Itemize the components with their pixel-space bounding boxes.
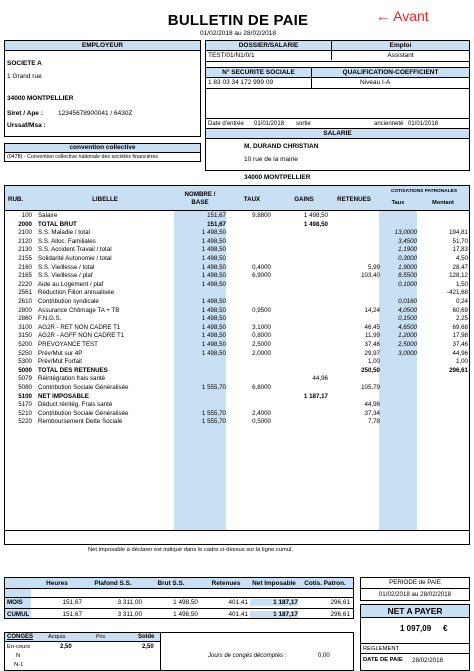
cell-base: 1 555,70 [201,384,226,391]
cell-libelle: Solidarité Autonomie / total [38,255,112,262]
cell-retenues: 37,34 [364,409,380,417]
cell-libelle: Déduct réintég. Frais santé [38,401,113,409]
table-row [4,358,470,367]
conges-decomptes-value: 0,00 [318,653,330,659]
cell-retenues: 1,00 [367,358,380,366]
cell-base: 1 498,50 [201,298,226,305]
cell-retenues: 250,50 [361,366,380,374]
cell-taux: 0,4000 [252,263,271,271]
table-row [4,341,470,350]
table-row [4,350,470,359]
table-row [4,229,470,238]
employeur-address: 1 Grand rue [7,73,42,80]
table-row [4,246,470,255]
net-value: 1 097,09 [400,624,432,633]
cell-patronal-taux: 0,1000 [398,280,417,288]
cell-patronal-taux: 0,1500 [398,315,417,323]
col-cotisations: COTISATIONS PATRONALES [390,189,458,194]
cell-retenues: 7,78 [367,418,380,426]
mois-value: 401,41 [228,599,248,606]
cell-libelle: AG2R - RET NON CADRE T1 [38,323,121,331]
cell-base: 151,67 [207,212,226,219]
cell-patronal-taux: 4,6500 [398,323,417,331]
cell-rub: 2220 [18,280,32,288]
cell-base: 1 498,50 [201,332,226,340]
cell-retenues: 14,24 [364,306,380,314]
conges-encours-acquis: 2,50 [60,644,72,650]
emploi-value: Assistant [387,52,414,59]
table-row [4,418,470,427]
cell-rub: 3100 [18,323,32,331]
anciennete-label: ancienneté [374,121,404,127]
cell-patronal-taux: 4,0500 [398,306,417,314]
mois-value: 1 187,17 [250,599,298,606]
cell-rub: 2000 [18,220,32,228]
conges-encours-solde: 2,50 [142,644,154,650]
entree-label: Date d'entrée [208,121,244,127]
cell-retenues: 46,45 [364,323,380,331]
table-row [4,315,470,324]
secu-value: 1 83 03 34 172 999 09 [208,79,274,86]
date-paie-value: 28/02/2018 [412,657,443,664]
dossier-value: TEST/01/N1/0/1 [208,52,255,59]
cell-patronal-montant: 17,98 [452,332,468,340]
table-row [4,393,470,402]
period-range: 01/02/2018 au 28/02/2018 [200,30,276,37]
cumuls-col-header: Retenues [211,580,241,587]
emploi-header: Emploi [332,41,469,50]
conges-n-label: N [16,653,21,659]
reglement-label: REGLEMENT [363,646,400,652]
cell-libelle: Aide au Logement / plaf [38,280,104,288]
salarie-address: 10 rue de la mairie [244,156,298,163]
cell-patronal-montant: 17,83 [452,246,468,254]
cell-base: 1 498,50 [201,255,226,262]
cell-libelle: AG2R - AGFF NON CADRE T1 [38,332,125,340]
cell-rub: 2800 [18,306,32,314]
cell-retenues: 29,97 [364,349,380,357]
cell-patronal-taux: 13,0000 [394,229,417,237]
table-row [4,401,470,410]
avant-link[interactable] [376,8,429,24]
cell-patronal-montant: 1,00 [455,358,468,366]
table-row [4,264,470,273]
mois-value: 151,67 [62,599,82,606]
salarie-name: M. DURAND CHRISTIAN [244,143,319,150]
arrow-left-icon: ← [376,8,390,24]
cell-base: 1 498,50 [201,315,226,323]
cell-patronal-taux: 0,0160 [398,298,417,305]
cell-base: 1 498,50 [201,237,226,245]
cell-libelle: Prév/Mut sur 4P [38,349,83,357]
salarie-header: SALARIE [206,129,469,138]
table-row [4,384,470,393]
cell-rub: 3150 [18,332,32,340]
conges-header: CONGES [7,634,34,640]
col-rub: RUB. [8,196,24,203]
periode-header: PERIODE de PAIE [389,579,441,586]
table-row [4,238,470,247]
cumul-value: 1 187,17 [250,611,298,618]
cell-rub: 5170 [18,401,32,409]
cell-rub: 5079 [18,375,32,383]
cell-taux: 0,8000 [252,332,271,340]
table-row [4,212,470,221]
cell-rub: 2860 [18,315,32,323]
cell-rub: 5000 [18,366,32,374]
cell-rub: 2610 [18,298,32,305]
cell-libelle: Contribution Sociale Généralisée [38,384,129,391]
cell-base: 151,67 [207,220,226,228]
cell-rub: 2160 [18,263,32,271]
cell-libelle: TOTAL DES RETENUES [38,366,108,374]
qualif-value: Niveau I-A [360,79,391,86]
col-taux: TAUX [243,196,261,203]
cumul-value: 151,67 [62,611,82,618]
cell-base: 1 555,70 [201,418,226,426]
convention-header: convention collective [5,144,200,152]
cell-rub: 5210 [18,409,32,417]
cell-libelle: S.S. Vieillesse / plaf [38,272,93,280]
cell-rub: 100 [21,212,32,219]
cell-libelle: Remboursement Dette Sociale [38,418,123,426]
employeur-name: SOCIETE A [7,60,42,67]
cell-gains: 1 187,17 [303,392,328,400]
convention-text: (0478) - Convention collective nationale des sociétés financières [7,154,159,160]
cell-patronal-montant: 296,61 [449,366,468,374]
cell-rub: 5080 [18,384,32,391]
cell-taux: 6,9000 [252,272,271,280]
cell-taux: 2,4000 [252,409,271,417]
mois-value: 3 311,00 [117,599,142,606]
cell-rub: 5100 [18,392,32,400]
cell-libelle: Contribution Sociale Généralisée [38,409,129,417]
employeur-city: 34000 MONTPELLIER [7,95,74,102]
cell-patronal-montant: 0,24 [455,298,468,305]
col-gains: GAINS [294,196,314,203]
conges-decomptes-label: Jours de congés décomptés : [208,653,287,659]
cell-patronal-taux: 0,3000 [398,255,417,262]
cell-taux: 2,5000 [252,341,271,348]
cumuls-col-header: Cotis. Patron. [304,580,346,587]
cell-patronal-taux: 1,2000 [398,332,417,340]
cell-libelle: Contribution syndicale [38,298,99,305]
cell-patronal-taux: 1,9000 [398,263,417,271]
table-row [4,332,470,341]
col-base: BASE [191,199,209,206]
cumuls-col-header: Net Imposable [252,580,296,587]
mois-value: 296,61 [330,599,350,606]
urssaf-label: Urssaf/Msa : [7,122,46,129]
cell-patronal-montant: 69,68 [452,323,468,331]
sortie-label: sortie [296,121,311,127]
cell-base: 1 498,50 [201,272,226,280]
table-row [4,255,470,264]
cell-patronal-taux: 3,4500 [398,237,417,245]
col-cotis-montant: Montant [432,200,454,206]
cell-taux: 6,8000 [252,384,271,391]
cell-patronal-taux: 3,0000 [398,349,417,357]
cell-rub: 2165 [18,272,32,280]
cell-libelle: Assurance Chômage TA + TB [38,306,120,314]
net-header: NET A PAYER [361,605,469,617]
cumul-value: 3 311,00 [117,611,142,618]
cell-rub: 5200 [18,341,32,348]
cell-patronal-montant: 44,96 [452,349,468,357]
table-row [4,410,470,419]
table-row [4,289,470,298]
cell-libelle: S.S. Vieillesse / total [38,263,95,271]
col-nombre: NOMBRE / [184,191,216,198]
employeur-header: EMPLOYEUR [5,41,200,50]
periode-value: 01/02/2018 au 28/02/2018 [378,591,452,598]
cell-libelle: PREVOYANCE TEST [38,341,98,348]
salarie-city: 34000 MONTPELLIER [244,174,311,181]
cell-libelle: S.S. Alloc. Familiales [38,237,96,245]
cell-patronal-montant: 1,50 [455,280,468,288]
net-currency: € [443,624,448,633]
cell-gains: 44,96 [312,375,328,383]
cumuls-col-header: Plafond S.S. [94,580,132,587]
cell-base: 1 498,50 [201,341,226,348]
cell-gains: 1 498,50 [303,212,328,219]
col-libelle: LIBELLE [92,196,118,203]
cell-retenues: 37,46 [364,341,380,348]
cell-rub: 2120 [18,237,32,245]
cell-retenues: 5,99 [367,263,380,271]
cell-libelle: TOTAL BRUT [38,220,77,228]
cell-base: 1 498,50 [201,323,226,331]
cell-patronal-montant: 37,46 [452,341,468,348]
cell-rub: 5220 [18,418,32,426]
mois-label: MOIS [7,599,23,606]
cell-rub: 2100 [18,229,32,237]
table-row [4,367,470,376]
cell-patronal-montant: 60,69 [452,306,468,314]
siret-label: Siret / Ape : [7,110,43,117]
cell-libelle: S.S. Accident Travail / total [38,246,112,254]
cell-taux: 3,1000 [252,323,271,331]
cell-rub: 2561 [18,289,32,297]
salarie-info-box [205,40,470,171]
cell-base: 1 498,50 [201,306,226,314]
conges-solde: Solde [138,634,155,640]
col-cotis-taux: Taux [391,200,405,206]
cell-gains: 1 498,50 [303,220,328,228]
cumul-value: 296,61 [330,611,350,618]
cell-base: 1 498,50 [201,280,226,288]
cell-libelle: Réduction Fillon annualisée [38,289,115,297]
cell-rub: 2130 [18,246,32,254]
cell-base: 1 498,50 [201,246,226,254]
cumul-value: 1 498,50 [173,611,198,618]
cell-libelle: F.N.G.S. [38,315,62,323]
cell-retenues: 103,40 [361,272,380,280]
cell-patronal-montant: 51,70 [452,237,468,245]
cell-retenues: 105,79 [361,384,380,391]
conges-acquis: Acquis [48,634,66,640]
table-row [4,307,470,316]
table-row [4,324,470,333]
cell-patronal-montant: 128,12 [449,272,468,280]
dossier-header: DOSSIER/SALARIE [206,41,331,50]
cell-patronal-taux: 8,5500 [398,272,417,280]
cell-retenues: 11,99 [364,332,380,340]
qualif-header: QUALIFICATION-COEFFICIENT [312,68,469,77]
cell-patronal-montant: 2,25 [455,315,468,323]
cumuls-col-header: Heures [46,580,68,587]
table-row [4,272,470,281]
cell-taux: 0,5000 [252,418,271,426]
anciennete-value: 01/01/2018 [408,121,439,127]
footer-note: Net imposable à déclarer est indiqué dans le cadre ci-dessus sur la ligne cumul. [88,547,293,553]
cell-patronal-montant: 4,50 [455,255,468,262]
cell-taux: 9,8800 [252,212,271,219]
cell-retenues: 44,96 [364,401,380,409]
cell-patronal-montant: 28,47 [452,263,468,271]
table-row [4,281,470,290]
cell-libelle: S.S. Maladie / total [38,229,90,237]
mois-value: 1 498,50 [173,599,198,606]
cumul-value: 401,41 [228,611,248,618]
cell-patronal-montant: 194,81 [449,229,468,237]
table-row [4,298,470,307]
cell-base: 1 555,70 [201,409,226,417]
cell-libelle: Réintégration frais santé [38,375,106,383]
cell-libelle: Prév/Mut Forfait [38,358,83,366]
cell-rub: 5300 [18,358,32,366]
cell-base: 1 498,50 [201,349,226,357]
cell-libelle: Salaire [38,212,58,219]
cell-taux: 2,0000 [252,349,271,357]
cumul-label: CUMUL [7,611,30,618]
cell-base: 1 498,50 [201,229,226,237]
entree-value: 01/01/2018 [254,121,285,127]
table-row [4,375,470,384]
siret-value: 12345678900041 / 6430Z [58,110,133,117]
table-row [4,221,470,230]
conges-pris: Pris [96,634,106,640]
conges-encours-label: En-cours [7,644,31,650]
col-retenues: RETENUES [337,196,371,203]
cell-rub: 5250 [18,349,32,357]
cell-patronal-taux: 2,5000 [398,341,417,348]
conges-n1-label: N-1 [14,662,24,668]
avant-label: Avant [393,8,429,24]
cell-patronal-taux: 1,1900 [398,246,417,254]
cell-taux: 0,9500 [252,306,271,314]
cell-base: 1 498,50 [201,263,226,271]
document-title: BULLETIN DE PAIE [167,12,309,29]
cumuls-col-header: Brut S.S. [157,580,185,587]
secu-header: N° SECURITE SOCIALE [206,68,311,77]
date-paie-label: DATE DE PAIE [363,657,403,663]
cell-rub: 2155 [18,255,32,262]
cell-patronal-montant: -421,68 [447,289,468,297]
cell-libelle: NET IMPOSABLE [38,392,89,400]
